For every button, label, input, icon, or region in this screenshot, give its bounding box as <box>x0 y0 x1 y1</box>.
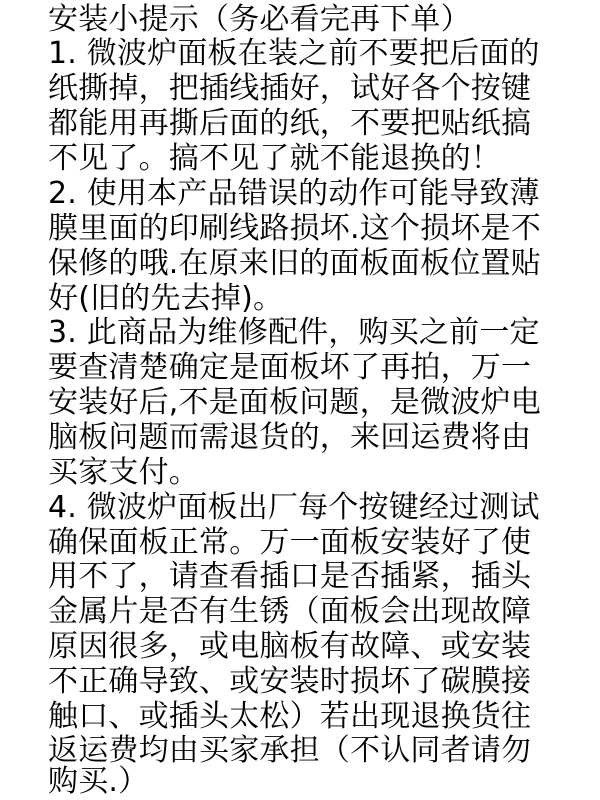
notice-line: 4. 微波炉面板出厂每个按键经过测试 <box>48 490 540 525</box>
notice-line: 不正确导致、或安装时损坏了碳膜接 <box>48 664 532 699</box>
notice-line: 都能用再撕后面的纸，不要把贴纸搞 <box>48 106 532 141</box>
notice-line: 返运费均由买家承担（不认同者请勿 <box>48 733 532 768</box>
notice-line: 用不了，请查看插口是否插紧，插头 <box>48 559 532 594</box>
notice-line: 金属片是否有生锈（面板会出现故障 <box>48 594 532 629</box>
notice-line: 原因很多，或电脑板有故障、或安装 <box>48 629 532 664</box>
notice-line: 纸撕掉，把插线插好，试好各个按键 <box>48 71 532 106</box>
notice-line: 3. 此商品为维修配件，购买之前一定 <box>48 315 540 350</box>
notice-line: 不见了。搞不见了就不能退换的！ <box>48 141 501 176</box>
notice-title: 安装小提示（务必看完再下单） <box>48 2 471 37</box>
notice-line: 保修的哦.在原来旧的面板面板位置贴 <box>48 246 541 281</box>
notice-line: 买家支付。 <box>48 455 199 490</box>
notice-line: 购买.） <box>48 764 149 799</box>
notice-line: 要查清楚确定是面板坏了再拍，万一 <box>48 350 532 385</box>
notice-line: 确保面板正常。万一面板安装好了使 <box>48 525 532 560</box>
notice-line: 好(旧的先去掉)。 <box>48 281 284 316</box>
notice-line: 触口、或插头太松）若出现退换货往 <box>48 699 532 734</box>
notice-line: 安装好后,不是面板问题，是微波炉电 <box>48 385 541 420</box>
notice-line: 膜里面的印刷线路损坏.这个损坏是不 <box>48 211 541 246</box>
notice-line: 2. 使用本产品错误的动作可能导致薄 <box>48 176 540 211</box>
notice-line: 脑板问题而需退货的，来回运费将由 <box>48 420 532 455</box>
notice-line: 1. 微波炉面板在装之前不要把后面的 <box>48 36 540 71</box>
